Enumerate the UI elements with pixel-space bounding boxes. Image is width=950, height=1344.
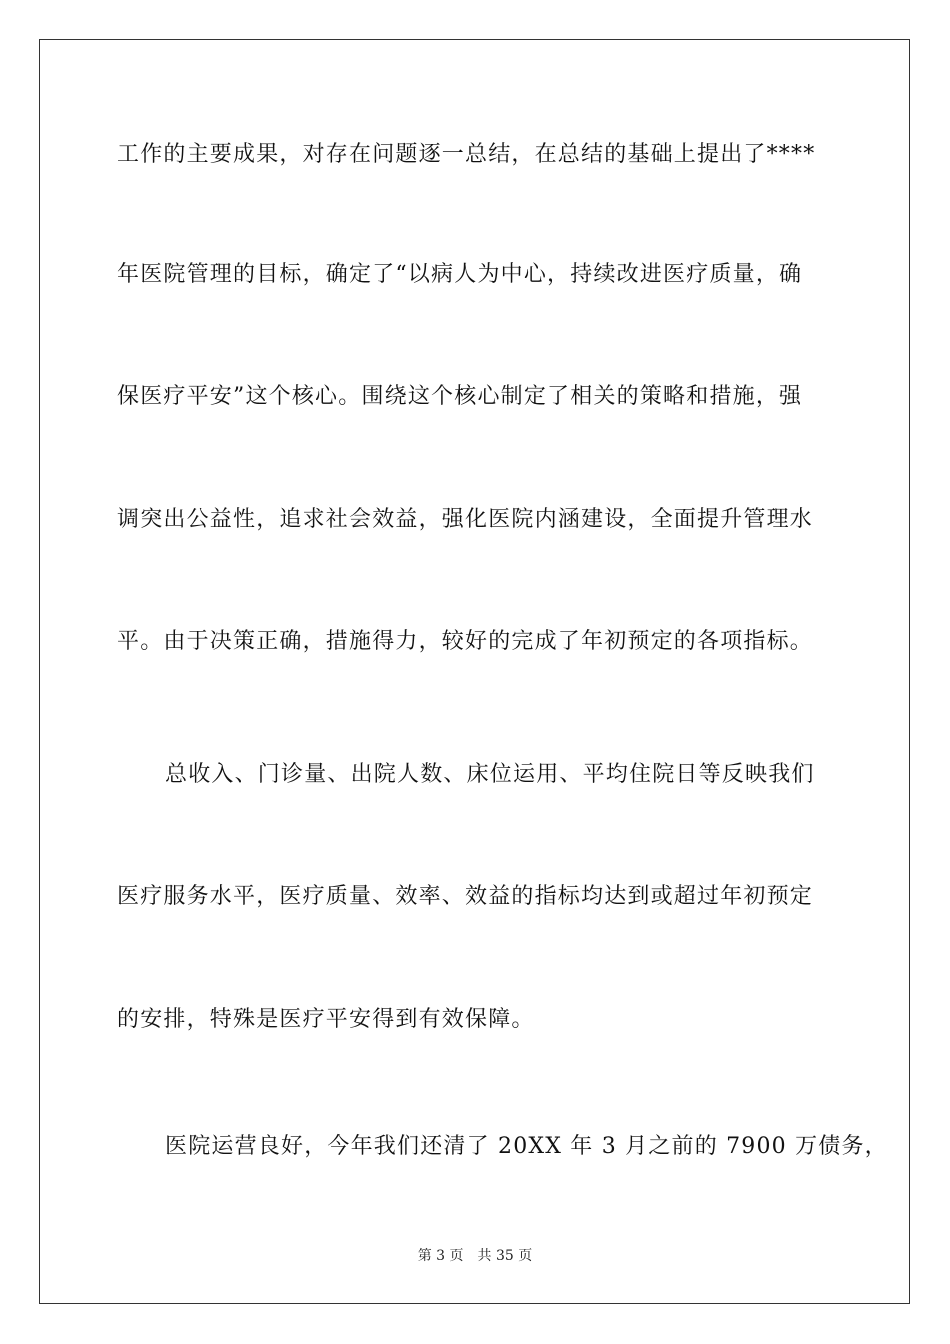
total-pages: 共 35 页 — [477, 1248, 533, 1264]
body-text-line: 调突出公益性，追求社会效益，强化医院内涵建设，全面提升管理水 — [117, 507, 814, 532]
body-text-line: 保医疗平安”这个核心。围绕这个核心制定了相关的策略和措施，强 — [117, 384, 803, 409]
paragraph-start-line: 医院运营良好，今年我们还清了 20XX 年 3 月之前的 7900 万债务， — [165, 1134, 888, 1159]
body-text-line: 医疗服务水平，医疗质量、效率、效益的指标均达到或超过年初预定 — [117, 884, 814, 909]
body-text-line: 年医院管理的目标，确定了“以病人为中心，持续改进医疗质量，确 — [117, 262, 803, 287]
body-text-line: 平。由于决策正确，措施得力，较好的完成了年初预定的各项指标。 — [117, 629, 814, 654]
page-number: 第 3 页 — [417, 1248, 464, 1264]
paragraph-start-line: 总收入、门诊量、出院人数、床位运用、平均住院日等反映我们 — [165, 762, 815, 787]
body-text-line: 的安排，特殊是医疗平安得到有效保障。 — [117, 1007, 535, 1032]
page-footer — [0, 1247, 950, 1265]
page-border — [39, 39, 910, 1304]
body-text-line: 工作的主要成果，对存在问题逐一总结，在总结的基础上提出了**** — [117, 142, 816, 167]
